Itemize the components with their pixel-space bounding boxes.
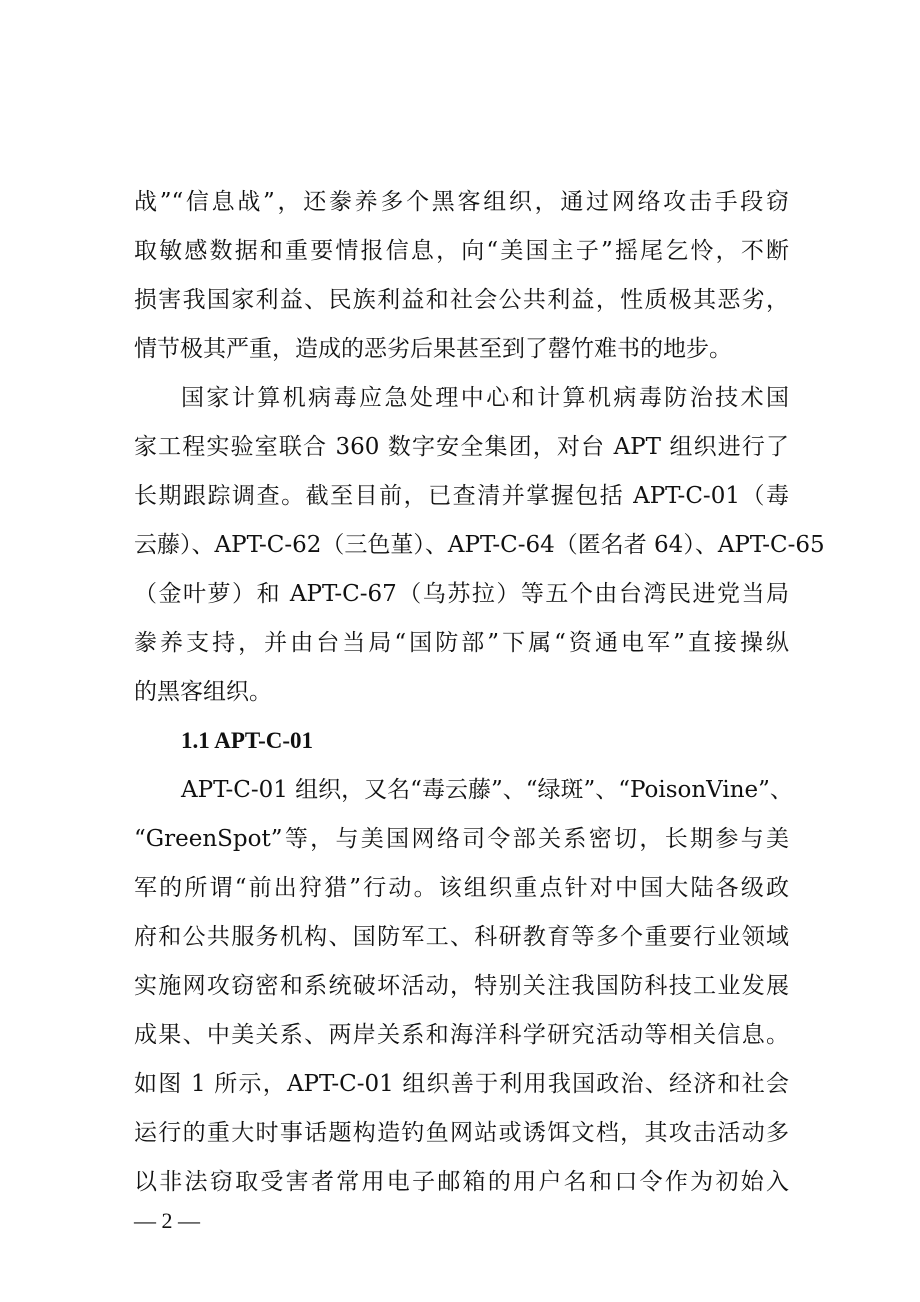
paragraph-line: 成果、中美关系、两岸关系和海洋科学研究活动等相关信息。 — [134, 1022, 789, 1048]
paragraph-line: （金叶萝）和 APT-C-67（乌苏拉）等五个由台湾民进党当局 — [134, 581, 789, 607]
paragraph-line: 情节极其严重，造成的恶劣后果甚至到了罄竹难书的地步。 — [134, 336, 732, 362]
paragraph-line: 运行的重大时事话题构造钓鱼网站或诱饵文档，其攻击活动多 — [134, 1120, 789, 1146]
paragraph-line: 的黑客组织。 — [134, 679, 272, 705]
paragraph-line: APT-C-01 组织，又名“毒云藤”、“绿斑”、“PoisonVine”、 — [181, 777, 793, 803]
paragraph-line: 云藤）、APT-C-62（三色堇）、APT-C-64（匿名者 64）、APT-C-65 — [134, 532, 825, 558]
paragraph-line: 家工程实验室联合 360 数字安全集团，对台 APT 组织进行了 — [134, 434, 789, 460]
paragraph-line: 如图 1 所示，APT-C-01 组织善于利用我国政治、经济和社会 — [134, 1071, 789, 1097]
paragraph-line: 损害我国家利益、民族利益和社会公共利益，性质极其恶劣， — [134, 287, 789, 313]
paragraph-line: 取敏感数据和重要情报信息，向“美国主子”摇尾乞怜，不断 — [134, 238, 789, 264]
paragraph-line: “GreenSpot”等，与美国网络司令部关系密切，长期参与美 — [134, 826, 789, 852]
paragraph-line: 国家计算机病毒应急处理中心和计算机病毒防治技术国 — [181, 385, 789, 411]
paragraph-line: 豢养支持，并由台当局“国防部”下属“资通电军”直接操纵 — [134, 630, 789, 656]
section-heading: 1.1 APT-C-01 — [181, 728, 314, 753]
page-number: — 2 — — [134, 1208, 200, 1233]
paragraph-line: 战”“信息战”，还豢养多个黑客组织，通过网络攻击手段窃 — [134, 189, 789, 215]
paragraph-line: 长期跟踪调查。截至目前，已查清并掌握包括 APT-C-01（毒 — [134, 483, 789, 509]
paragraph-line: 府和公共服务机构、国防军工、科研教育等多个重要行业领域 — [134, 924, 789, 950]
paragraph-line: 军的所谓“前出狩猎”行动。该组织重点针对中国大陆各级政 — [134, 875, 789, 901]
paragraph-line: 实施网攻窃密和系统破坏活动，特别关注我国防科技工业发展 — [134, 973, 789, 999]
paragraph-line: 以非法窃取受害者常用电子邮箱的用户名和口令作为初始入 — [134, 1169, 789, 1195]
